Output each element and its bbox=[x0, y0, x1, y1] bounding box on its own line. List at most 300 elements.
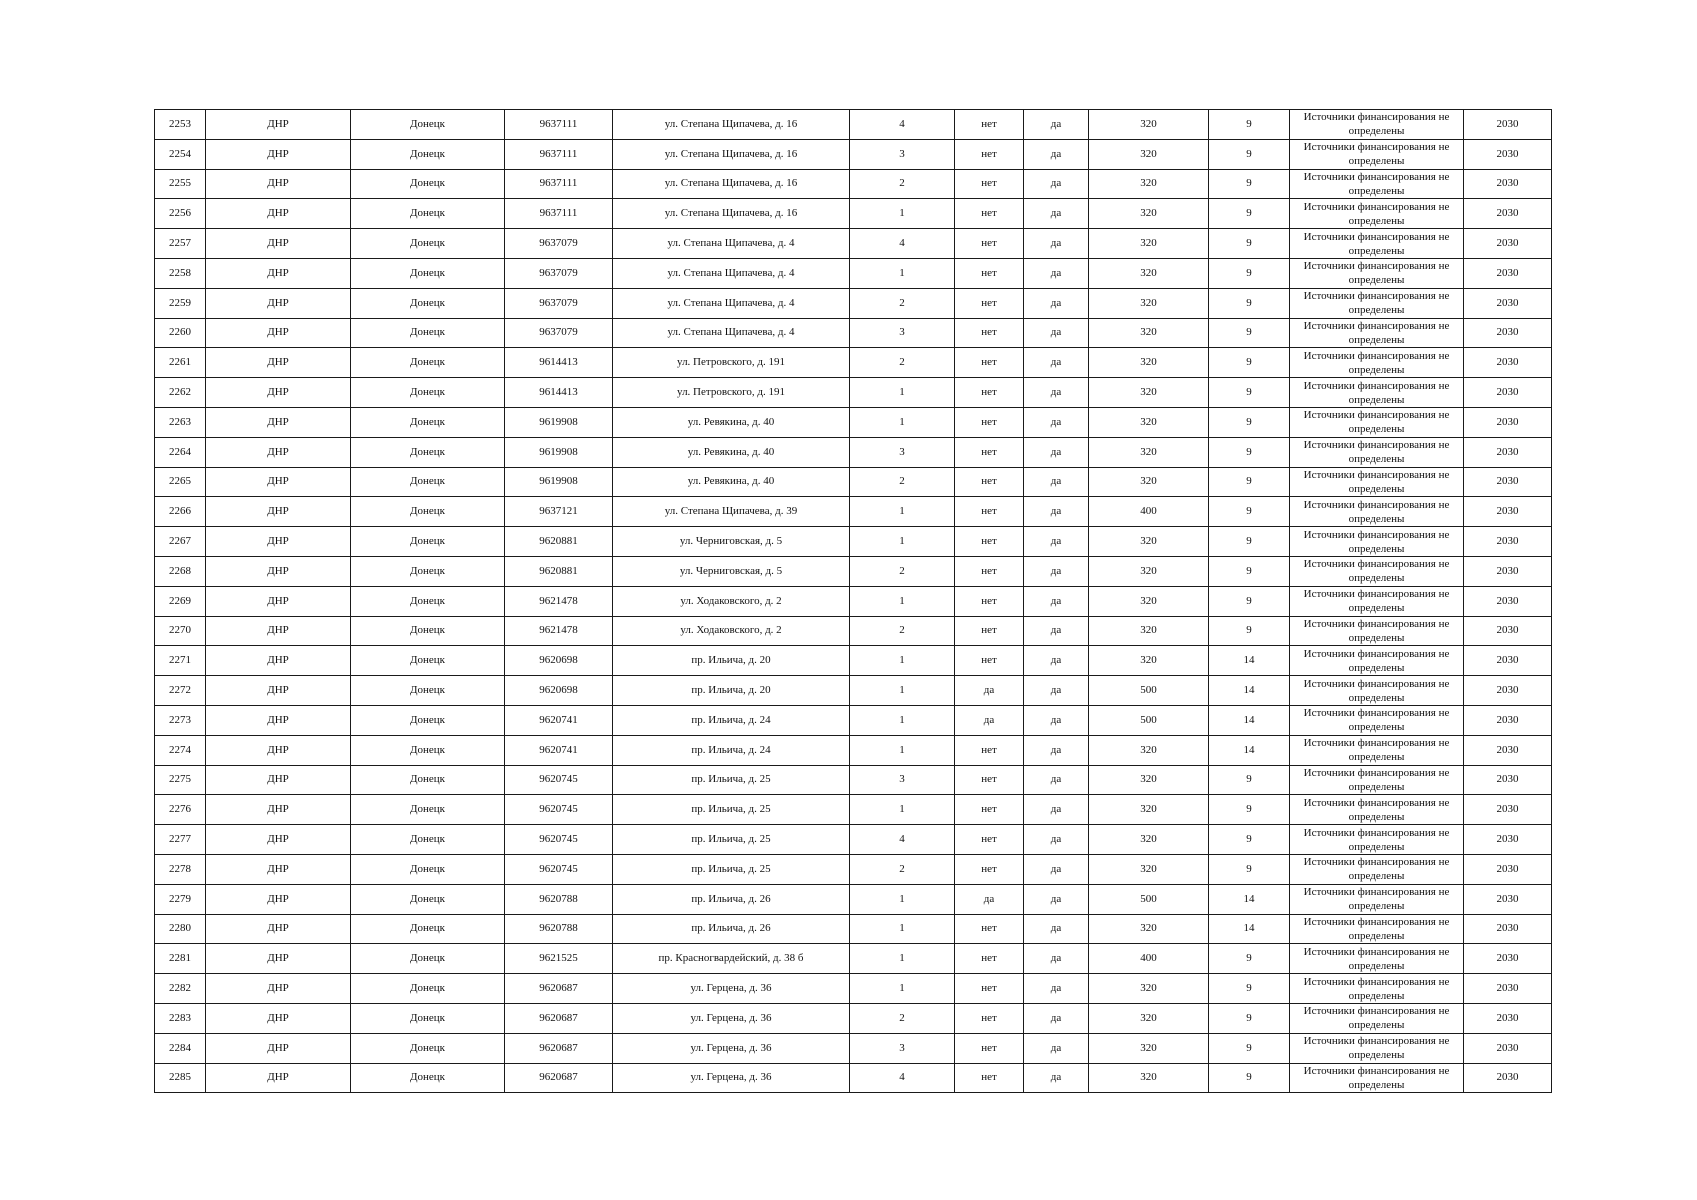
cell-number: 2271 bbox=[155, 646, 206, 676]
cell-code: 9620698 bbox=[505, 646, 613, 676]
cell-address: пр. Ильича, д. 25 bbox=[613, 795, 850, 825]
cell-flag-1: нет bbox=[955, 974, 1024, 1004]
cell-city: Донецк bbox=[351, 497, 505, 527]
cell-city: Донецк bbox=[351, 348, 505, 378]
cell-entrance: 1 bbox=[850, 944, 955, 974]
cell-entrance: 1 bbox=[850, 884, 955, 914]
cell-year: 2030 bbox=[1464, 1033, 1552, 1063]
cell-address: пр. Ильича, д. 24 bbox=[613, 735, 850, 765]
cell-flag-1: нет bbox=[955, 258, 1024, 288]
cell-region: ДНР bbox=[206, 169, 351, 199]
cell-capacity: 500 bbox=[1089, 705, 1209, 735]
cell-code: 9621478 bbox=[505, 586, 613, 616]
cell-code: 9619908 bbox=[505, 407, 613, 437]
cell-funding: Источники финансирования не определены bbox=[1290, 676, 1464, 706]
cell-number: 2262 bbox=[155, 378, 206, 408]
cell-flag-2: да bbox=[1024, 974, 1089, 1004]
cell-flag-1: нет bbox=[955, 914, 1024, 944]
table-row bbox=[155, 348, 1552, 378]
cell-flag-2: да bbox=[1024, 288, 1089, 318]
cell-capacity: 320 bbox=[1089, 646, 1209, 676]
cell-entrance: 2 bbox=[850, 854, 955, 884]
cell-flag-1: нет bbox=[955, 407, 1024, 437]
cell-floors: 9 bbox=[1209, 556, 1290, 586]
cell-flag-1: нет bbox=[955, 318, 1024, 348]
cell-address: пр. Ильича, д. 20 bbox=[613, 646, 850, 676]
cell-number: 2266 bbox=[155, 497, 206, 527]
cell-entrance: 1 bbox=[850, 199, 955, 229]
cell-flag-1: нет bbox=[955, 497, 1024, 527]
cell-flag-2: да bbox=[1024, 914, 1089, 944]
cell-number: 2254 bbox=[155, 139, 206, 169]
cell-region: ДНР bbox=[206, 527, 351, 557]
cell-funding: Источники финансирования не определены bbox=[1290, 974, 1464, 1004]
cell-region: ДНР bbox=[206, 229, 351, 259]
cell-capacity: 320 bbox=[1089, 288, 1209, 318]
cell-code: 9637079 bbox=[505, 258, 613, 288]
cell-region: ДНР bbox=[206, 437, 351, 467]
cell-floors: 9 bbox=[1209, 407, 1290, 437]
cell-number: 2282 bbox=[155, 974, 206, 1004]
cell-flag-2: да bbox=[1024, 467, 1089, 497]
cell-number: 2253 bbox=[155, 110, 206, 140]
cell-address: ул. Черниговская, д. 5 bbox=[613, 527, 850, 557]
cell-flag-1: нет bbox=[955, 854, 1024, 884]
table-row bbox=[155, 825, 1552, 855]
cell-number: 2264 bbox=[155, 437, 206, 467]
cell-number: 2284 bbox=[155, 1033, 206, 1063]
cell-address: ул. Герцена, д. 36 bbox=[613, 1063, 850, 1093]
cell-funding: Источники финансирования не определены bbox=[1290, 646, 1464, 676]
cell-year: 2030 bbox=[1464, 884, 1552, 914]
cell-flag-1: нет bbox=[955, 288, 1024, 318]
cell-region: ДНР bbox=[206, 348, 351, 378]
cell-address: ул. Степана Щипачева, д. 39 bbox=[613, 497, 850, 527]
cell-flag-2: да bbox=[1024, 169, 1089, 199]
cell-funding: Источники финансирования не определены bbox=[1290, 825, 1464, 855]
cell-floors: 9 bbox=[1209, 1063, 1290, 1093]
cell-funding: Источники финансирования не определены bbox=[1290, 467, 1464, 497]
cell-year: 2030 bbox=[1464, 914, 1552, 944]
cell-flag-1: да bbox=[955, 884, 1024, 914]
cell-flag-1: нет bbox=[955, 556, 1024, 586]
cell-code: 9637079 bbox=[505, 318, 613, 348]
cell-entrance: 2 bbox=[850, 169, 955, 199]
cell-year: 2030 bbox=[1464, 527, 1552, 557]
cell-code: 9620687 bbox=[505, 1063, 613, 1093]
cell-funding: Источники финансирования не определены bbox=[1290, 407, 1464, 437]
cell-city: Донецк bbox=[351, 974, 505, 1004]
cell-region: ДНР bbox=[206, 407, 351, 437]
cell-address: ул. Ходаковского, д. 2 bbox=[613, 586, 850, 616]
cell-city: Донецк bbox=[351, 1003, 505, 1033]
cell-capacity: 320 bbox=[1089, 110, 1209, 140]
cell-funding: Источники финансирования не определены bbox=[1290, 199, 1464, 229]
cell-number: 2279 bbox=[155, 884, 206, 914]
cell-address: ул. Герцена, д. 36 bbox=[613, 974, 850, 1004]
cell-flag-2: да bbox=[1024, 944, 1089, 974]
cell-flag-2: да bbox=[1024, 527, 1089, 557]
cell-capacity: 320 bbox=[1089, 348, 1209, 378]
cell-city: Донецк bbox=[351, 795, 505, 825]
cell-address: пр. Ильича, д. 26 bbox=[613, 884, 850, 914]
cell-number: 2281 bbox=[155, 944, 206, 974]
cell-code: 9620788 bbox=[505, 914, 613, 944]
cell-code: 9620698 bbox=[505, 676, 613, 706]
cell-funding: Источники финансирования не определены bbox=[1290, 527, 1464, 557]
cell-capacity: 400 bbox=[1089, 497, 1209, 527]
cell-capacity: 320 bbox=[1089, 199, 1209, 229]
cell-region: ДНР bbox=[206, 825, 351, 855]
cell-floors: 14 bbox=[1209, 914, 1290, 944]
table-row bbox=[155, 914, 1552, 944]
cell-number: 2274 bbox=[155, 735, 206, 765]
cell-flag-1: нет bbox=[955, 467, 1024, 497]
cell-entrance: 4 bbox=[850, 1063, 955, 1093]
cell-floors: 9 bbox=[1209, 258, 1290, 288]
cell-flag-1: нет bbox=[955, 139, 1024, 169]
table-body bbox=[155, 110, 1552, 1093]
cell-year: 2030 bbox=[1464, 586, 1552, 616]
cell-floors: 9 bbox=[1209, 348, 1290, 378]
cell-address: пр. Ильича, д. 25 bbox=[613, 854, 850, 884]
cell-code: 9620741 bbox=[505, 735, 613, 765]
cell-flag-2: да bbox=[1024, 1003, 1089, 1033]
cell-capacity: 320 bbox=[1089, 854, 1209, 884]
cell-number: 2272 bbox=[155, 676, 206, 706]
cell-funding: Источники финансирования не определены bbox=[1290, 795, 1464, 825]
cell-year: 2030 bbox=[1464, 705, 1552, 735]
cell-year: 2030 bbox=[1464, 318, 1552, 348]
cell-number: 2255 bbox=[155, 169, 206, 199]
cell-code: 9614413 bbox=[505, 378, 613, 408]
cell-city: Донецк bbox=[351, 1033, 505, 1063]
cell-code: 9620687 bbox=[505, 1003, 613, 1033]
cell-floors: 14 bbox=[1209, 646, 1290, 676]
cell-funding: Источники финансирования не определены bbox=[1290, 169, 1464, 199]
cell-address: ул. Степана Щипачева, д. 4 bbox=[613, 258, 850, 288]
cell-funding: Источники финансирования не определены bbox=[1290, 437, 1464, 467]
cell-city: Донецк bbox=[351, 258, 505, 288]
table-row bbox=[155, 974, 1552, 1004]
cell-flag-2: да bbox=[1024, 258, 1089, 288]
cell-address: ул. Ревякина, д. 40 bbox=[613, 437, 850, 467]
cell-code: 9619908 bbox=[505, 467, 613, 497]
cell-address: ул. Степана Щипачева, д. 16 bbox=[613, 139, 850, 169]
cell-number: 2261 bbox=[155, 348, 206, 378]
table-row bbox=[155, 705, 1552, 735]
cell-floors: 9 bbox=[1209, 378, 1290, 408]
cell-number: 2273 bbox=[155, 705, 206, 735]
cell-city: Донецк bbox=[351, 199, 505, 229]
cell-funding: Источники финансирования не определены bbox=[1290, 705, 1464, 735]
cell-city: Донецк bbox=[351, 944, 505, 974]
cell-year: 2030 bbox=[1464, 944, 1552, 974]
cell-region: ДНР bbox=[206, 1033, 351, 1063]
cell-city: Донецк bbox=[351, 169, 505, 199]
cell-funding: Источники финансирования не определены bbox=[1290, 139, 1464, 169]
cell-code: 9621478 bbox=[505, 616, 613, 646]
cell-region: ДНР bbox=[206, 705, 351, 735]
cell-year: 2030 bbox=[1464, 825, 1552, 855]
table-row bbox=[155, 854, 1552, 884]
cell-capacity: 320 bbox=[1089, 318, 1209, 348]
cell-code: 9620745 bbox=[505, 795, 613, 825]
cell-floors: 9 bbox=[1209, 318, 1290, 348]
table-row bbox=[155, 586, 1552, 616]
cell-year: 2030 bbox=[1464, 974, 1552, 1004]
cell-year: 2030 bbox=[1464, 1003, 1552, 1033]
cell-region: ДНР bbox=[206, 884, 351, 914]
cell-city: Донецк bbox=[351, 467, 505, 497]
cell-capacity: 320 bbox=[1089, 1003, 1209, 1033]
cell-city: Донецк bbox=[351, 646, 505, 676]
cell-city: Донецк bbox=[351, 586, 505, 616]
table-row bbox=[155, 467, 1552, 497]
cell-capacity: 320 bbox=[1089, 765, 1209, 795]
cell-capacity: 320 bbox=[1089, 437, 1209, 467]
cell-flag-2: да bbox=[1024, 884, 1089, 914]
cell-year: 2030 bbox=[1464, 616, 1552, 646]
cell-flag-1: нет bbox=[955, 378, 1024, 408]
cell-flag-2: да bbox=[1024, 705, 1089, 735]
cell-flag-2: да bbox=[1024, 378, 1089, 408]
cell-floors: 9 bbox=[1209, 944, 1290, 974]
cell-capacity: 320 bbox=[1089, 1033, 1209, 1063]
cell-entrance: 4 bbox=[850, 825, 955, 855]
cell-region: ДНР bbox=[206, 944, 351, 974]
cell-region: ДНР bbox=[206, 586, 351, 616]
cell-year: 2030 bbox=[1464, 795, 1552, 825]
cell-entrance: 1 bbox=[850, 258, 955, 288]
cell-region: ДНР bbox=[206, 497, 351, 527]
cell-year: 2030 bbox=[1464, 229, 1552, 259]
cell-entrance: 2 bbox=[850, 1003, 955, 1033]
cell-year: 2030 bbox=[1464, 467, 1552, 497]
cell-flag-1: нет bbox=[955, 735, 1024, 765]
cell-entrance: 1 bbox=[850, 586, 955, 616]
cell-number: 2277 bbox=[155, 825, 206, 855]
cell-flag-1: нет bbox=[955, 437, 1024, 467]
cell-city: Донецк bbox=[351, 854, 505, 884]
cell-code: 9637111 bbox=[505, 169, 613, 199]
cell-region: ДНР bbox=[206, 676, 351, 706]
cell-number: 2265 bbox=[155, 467, 206, 497]
table-row bbox=[155, 795, 1552, 825]
cell-year: 2030 bbox=[1464, 437, 1552, 467]
cell-code: 9621525 bbox=[505, 944, 613, 974]
cell-address: пр. Ильича, д. 25 bbox=[613, 765, 850, 795]
cell-address: ул. Петровского, д. 191 bbox=[613, 348, 850, 378]
cell-entrance: 2 bbox=[850, 467, 955, 497]
cell-floors: 9 bbox=[1209, 825, 1290, 855]
cell-flag-1: нет bbox=[955, 348, 1024, 378]
cell-flag-2: да bbox=[1024, 586, 1089, 616]
cell-flag-2: да bbox=[1024, 735, 1089, 765]
cell-floors: 9 bbox=[1209, 497, 1290, 527]
cell-funding: Источники финансирования не определены bbox=[1290, 616, 1464, 646]
table-row bbox=[155, 407, 1552, 437]
cell-city: Донецк bbox=[351, 407, 505, 437]
cell-city: Донецк bbox=[351, 735, 505, 765]
table-row bbox=[155, 229, 1552, 259]
cell-floors: 9 bbox=[1209, 467, 1290, 497]
cell-capacity: 320 bbox=[1089, 407, 1209, 437]
cell-capacity: 320 bbox=[1089, 735, 1209, 765]
cell-address: ул. Степана Щипачева, д. 4 bbox=[613, 318, 850, 348]
cell-city: Донецк bbox=[351, 110, 505, 140]
cell-code: 9620881 bbox=[505, 556, 613, 586]
cell-year: 2030 bbox=[1464, 110, 1552, 140]
cell-funding: Источники финансирования не определены bbox=[1290, 229, 1464, 259]
document-table bbox=[154, 109, 1552, 1093]
cell-flag-1: да bbox=[955, 705, 1024, 735]
cell-entrance: 1 bbox=[850, 378, 955, 408]
cell-capacity: 320 bbox=[1089, 527, 1209, 557]
cell-year: 2030 bbox=[1464, 854, 1552, 884]
cell-entrance: 3 bbox=[850, 437, 955, 467]
cell-funding: Источники финансирования не определены bbox=[1290, 944, 1464, 974]
cell-code: 9614413 bbox=[505, 348, 613, 378]
cell-flag-2: да bbox=[1024, 795, 1089, 825]
cell-address: ул. Степана Щипачева, д. 4 bbox=[613, 288, 850, 318]
table-row bbox=[155, 139, 1552, 169]
cell-flag-2: да bbox=[1024, 497, 1089, 527]
cell-flag-2: да bbox=[1024, 407, 1089, 437]
cell-region: ДНР bbox=[206, 288, 351, 318]
cell-region: ДНР bbox=[206, 854, 351, 884]
table-row bbox=[155, 288, 1552, 318]
cell-number: 2260 bbox=[155, 318, 206, 348]
cell-entrance: 1 bbox=[850, 527, 955, 557]
cell-entrance: 3 bbox=[850, 139, 955, 169]
cell-number: 2263 bbox=[155, 407, 206, 437]
cell-city: Донецк bbox=[351, 884, 505, 914]
cell-number: 2285 bbox=[155, 1063, 206, 1093]
cell-number: 2276 bbox=[155, 795, 206, 825]
cell-flag-2: да bbox=[1024, 825, 1089, 855]
cell-address: ул. Ревякина, д. 40 bbox=[613, 467, 850, 497]
cell-flag-1: да bbox=[955, 676, 1024, 706]
cell-capacity: 320 bbox=[1089, 825, 1209, 855]
cell-flag-2: да bbox=[1024, 348, 1089, 378]
cell-capacity: 320 bbox=[1089, 139, 1209, 169]
cell-address: ул. Степана Щипачева, д. 4 bbox=[613, 229, 850, 259]
cell-city: Донецк bbox=[351, 676, 505, 706]
cell-number: 2267 bbox=[155, 527, 206, 557]
cell-funding: Источники финансирования не определены bbox=[1290, 1033, 1464, 1063]
cell-code: 9637121 bbox=[505, 497, 613, 527]
cell-address: ул. Ревякина, д. 40 bbox=[613, 407, 850, 437]
table-row bbox=[155, 527, 1552, 557]
cell-year: 2030 bbox=[1464, 765, 1552, 795]
table-row bbox=[155, 944, 1552, 974]
cell-funding: Источники финансирования не определены bbox=[1290, 348, 1464, 378]
table-row bbox=[155, 258, 1552, 288]
cell-number: 2278 bbox=[155, 854, 206, 884]
cell-funding: Источники финансирования не определены bbox=[1290, 1063, 1464, 1093]
cell-address: пр. Ильича, д. 20 bbox=[613, 676, 850, 706]
cell-flag-2: да bbox=[1024, 318, 1089, 348]
cell-address: пр. Ильича, д. 26 bbox=[613, 914, 850, 944]
cell-number: 2259 bbox=[155, 288, 206, 318]
cell-funding: Источники финансирования не определены bbox=[1290, 854, 1464, 884]
cell-year: 2030 bbox=[1464, 258, 1552, 288]
cell-flag-1: нет bbox=[955, 110, 1024, 140]
cell-entrance: 1 bbox=[850, 676, 955, 706]
cell-floors: 9 bbox=[1209, 616, 1290, 646]
cell-city: Донецк bbox=[351, 139, 505, 169]
cell-floors: 9 bbox=[1209, 1003, 1290, 1033]
cell-region: ДНР bbox=[206, 378, 351, 408]
cell-flag-1: нет bbox=[955, 646, 1024, 676]
cell-city: Донецк bbox=[351, 229, 505, 259]
cell-year: 2030 bbox=[1464, 348, 1552, 378]
cell-floors: 9 bbox=[1209, 586, 1290, 616]
cell-code: 9620745 bbox=[505, 825, 613, 855]
cell-flag-2: да bbox=[1024, 556, 1089, 586]
table-row bbox=[155, 646, 1552, 676]
cell-city: Донецк bbox=[351, 705, 505, 735]
cell-flag-1: нет bbox=[955, 795, 1024, 825]
cell-floors: 9 bbox=[1209, 765, 1290, 795]
cell-region: ДНР bbox=[206, 110, 351, 140]
cell-code: 9620881 bbox=[505, 527, 613, 557]
cell-funding: Источники финансирования не определены bbox=[1290, 586, 1464, 616]
cell-floors: 9 bbox=[1209, 795, 1290, 825]
cell-address: ул. Черниговская, д. 5 bbox=[613, 556, 850, 586]
cell-entrance: 1 bbox=[850, 735, 955, 765]
cell-entrance: 1 bbox=[850, 407, 955, 437]
cell-year: 2030 bbox=[1464, 1063, 1552, 1093]
table-row bbox=[155, 676, 1552, 706]
cell-address: ул. Степана Щипачева, д. 16 bbox=[613, 110, 850, 140]
cell-capacity: 320 bbox=[1089, 795, 1209, 825]
cell-funding: Источники финансирования не определены bbox=[1290, 914, 1464, 944]
cell-year: 2030 bbox=[1464, 199, 1552, 229]
cell-capacity: 320 bbox=[1089, 1063, 1209, 1093]
table-row bbox=[155, 497, 1552, 527]
cell-capacity: 400 bbox=[1089, 944, 1209, 974]
cell-city: Донецк bbox=[351, 616, 505, 646]
cell-year: 2030 bbox=[1464, 139, 1552, 169]
cell-floors: 14 bbox=[1209, 735, 1290, 765]
table-row bbox=[155, 110, 1552, 140]
cell-floors: 14 bbox=[1209, 676, 1290, 706]
cell-capacity: 320 bbox=[1089, 556, 1209, 586]
cell-region: ДНР bbox=[206, 765, 351, 795]
cell-floors: 9 bbox=[1209, 974, 1290, 1004]
cell-code: 9620687 bbox=[505, 974, 613, 1004]
cell-region: ДНР bbox=[206, 974, 351, 1004]
cell-flag-1: нет bbox=[955, 1003, 1024, 1033]
cell-number: 2283 bbox=[155, 1003, 206, 1033]
cell-code: 9637079 bbox=[505, 288, 613, 318]
cell-funding: Источники финансирования не определены bbox=[1290, 497, 1464, 527]
cell-entrance: 4 bbox=[850, 110, 955, 140]
cell-code: 9620788 bbox=[505, 884, 613, 914]
cell-funding: Источники финансирования не определены bbox=[1290, 258, 1464, 288]
cell-entrance: 3 bbox=[850, 318, 955, 348]
cell-floors: 9 bbox=[1209, 110, 1290, 140]
cell-address: ул. Герцена, д. 36 bbox=[613, 1003, 850, 1033]
cell-region: ДНР bbox=[206, 616, 351, 646]
cell-address: ул. Герцена, д. 36 bbox=[613, 1033, 850, 1063]
cell-entrance: 1 bbox=[850, 646, 955, 676]
cell-entrance: 2 bbox=[850, 616, 955, 646]
cell-address: ул. Степана Щипачева, д. 16 bbox=[613, 199, 850, 229]
cell-entrance: 1 bbox=[850, 497, 955, 527]
